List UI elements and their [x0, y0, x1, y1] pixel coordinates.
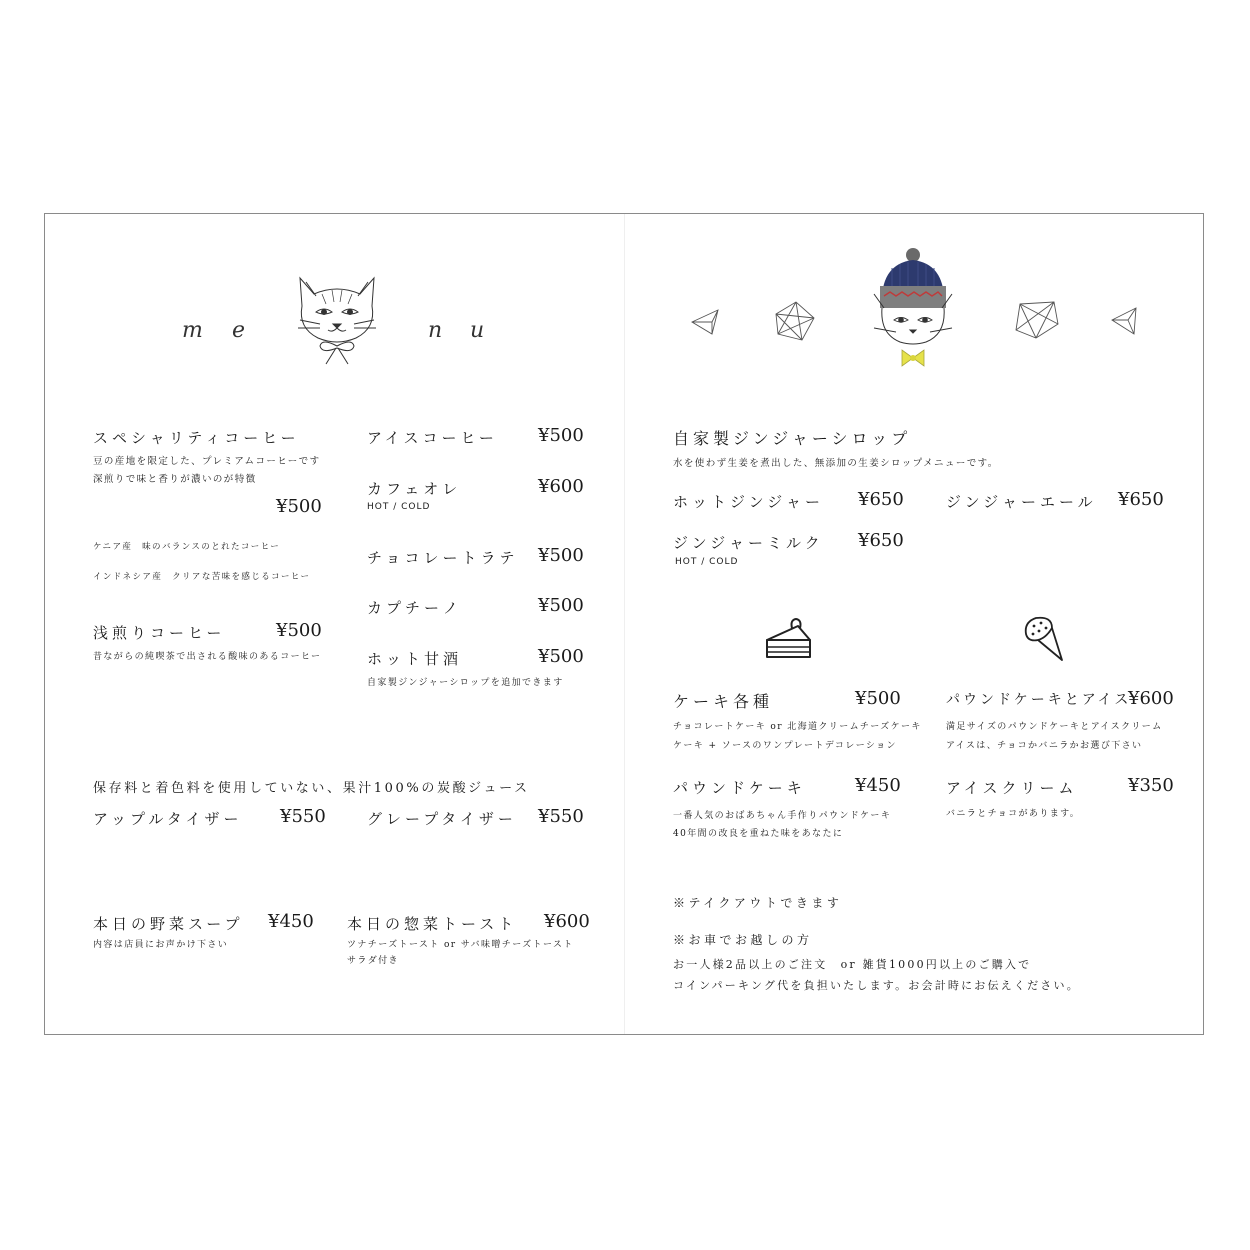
cake-slice-icon [764, 618, 814, 660]
cappuccino-name: カプチーノ [367, 599, 462, 617]
cappuccino-price: ¥500 [538, 595, 584, 616]
cat-with-bow-icon [292, 272, 382, 368]
geometric-gem-icon [1014, 300, 1060, 340]
soup-price: ¥450 [268, 911, 314, 932]
toast-price: ¥600 [544, 911, 590, 932]
ice-cream-cone-icon [1022, 614, 1068, 662]
cake-name: ケーキ各種 [673, 692, 774, 711]
title-letter-u: u [470, 318, 485, 343]
ginger-ale-price: ¥650 [1118, 489, 1164, 510]
page-fold [624, 214, 625, 1034]
car-note-line-2: コインパーキング代を負担いたします。お会計時にお伝えください。 [673, 979, 1080, 992]
cake-desc-2: ケーキ + ソースのワンプレートデコレーション [673, 741, 897, 751]
amazake-price: ¥500 [538, 646, 584, 667]
cafe-au-lait-sub: HOT / COLD [367, 502, 431, 512]
specialty-coffee-desc-1: 豆の産地を限定した、プレミアムコーヒーです [93, 456, 321, 467]
cafe-au-lait-name: カフェオレ [367, 480, 462, 498]
cake-desc-1: チョコレートケーキ or 北海道クリームチーズケーキ [673, 722, 922, 732]
grape-tizer-price: ¥550 [538, 806, 584, 827]
cat-with-beanie-icon [870, 246, 956, 370]
pound-ice-desc-1: 満足サイズのパウンドケーキとアイスクリーム [946, 722, 1163, 732]
ice-cream-desc: バニラとチョコがあります。 [946, 809, 1081, 819]
amazake-name: ホット甘酒 [367, 650, 463, 668]
ice-coffee-price: ¥500 [538, 425, 584, 446]
pound-ice-desc-2: アイスは、チョコかバニラかお選び下さい [946, 741, 1143, 751]
pound-ice-name: パウンドケーキとアイス [946, 692, 1132, 708]
toast-desc-2: サラダ付き [347, 956, 399, 966]
hot-ginger-price: ¥650 [858, 489, 904, 510]
kenya-origin: ケニア産 味のバランスのとれたコーヒー [93, 542, 281, 552]
geometric-gem-icon [1110, 306, 1138, 336]
title-letter-e: e [232, 318, 246, 343]
apple-tizer-name: アップルタイザー [93, 810, 243, 828]
toast-desc-1: ツナチーズトースト or サバ味噌チーズトースト [347, 940, 574, 950]
geometric-gem-icon [772, 300, 818, 344]
specialty-coffee-name: スペシャリティコーヒー [93, 429, 300, 447]
ice-cream-price: ¥350 [1128, 775, 1174, 796]
specialty-coffee-price: ¥500 [276, 496, 322, 517]
indonesia-origin: インドネシア産 クリアな苦味を感じるコーヒー [93, 572, 311, 582]
ice-coffee-name: アイスコーヒー [367, 429, 498, 447]
pound-cake-name: パウンドケーキ [673, 779, 806, 797]
title-letter-m: m [182, 318, 203, 343]
asairi-coffee-desc: 昔ながらの純喫茶で出される酸味のあるコーヒー [93, 652, 322, 662]
juice-heading: 保存料と着色料を使用していない、果汁100%の炭酸ジュース [93, 781, 530, 796]
car-heading: ※お車でお越しの方 [673, 933, 813, 947]
cake-price: ¥500 [855, 688, 901, 709]
pound-cake-price: ¥450 [855, 775, 901, 796]
title-letter-n: n [428, 318, 443, 343]
pound-cake-desc-1: 一番人気のおばあちゃん手作りパウンドケーキ [673, 811, 892, 821]
ginger-ale-name: ジンジャーエール [946, 493, 1097, 511]
choco-latte-price: ¥500 [538, 545, 584, 566]
asairi-coffee-price: ¥500 [276, 620, 322, 641]
ginger-milk-sub: HOT / COLD [675, 557, 739, 567]
ice-cream-name: アイスクリーム [946, 779, 1078, 797]
ginger-desc: 水を使わず生姜を煮出した、無添加の生姜シロップメニューです。 [673, 458, 999, 469]
geometric-gem-icon [690, 306, 722, 336]
specialty-coffee-desc-2: 深煎りで味と香りが濃いのが特徴 [93, 474, 257, 485]
hot-ginger-name: ホットジンジャー [673, 493, 824, 511]
car-note-line-1: お一人様2品以上のご注文 or 雑貨1000円以上のご購入で [673, 958, 1032, 971]
pound-cake-desc-2: 40年間の改良を重ねた味をあなたに [673, 829, 844, 839]
choco-latte-name: チョコレートラテ [367, 549, 519, 567]
grape-tizer-name: グレープタイザー [367, 810, 517, 828]
ginger-heading: 自家製ジンジャーシロップ [673, 429, 912, 448]
amazake-desc: 自家製ジンジャーシロップを追加できます [367, 678, 564, 688]
toast-name: 本日の惣菜トースト [347, 915, 518, 933]
soup-desc: 内容は店員にお声かけ下さい [93, 940, 229, 950]
ginger-milk-name: ジンジャーミルク [673, 534, 824, 552]
ginger-milk-price: ¥650 [858, 530, 904, 551]
apple-tizer-price: ¥550 [280, 806, 326, 827]
asairi-coffee-name: 浅煎りコーヒー [93, 624, 226, 642]
pound-ice-price: ¥600 [1128, 688, 1174, 709]
cafe-au-lait-price: ¥600 [538, 476, 584, 497]
takeout-note: ※テイクアウトできます [673, 896, 843, 910]
soup-name: 本日の野菜スープ [93, 915, 244, 933]
